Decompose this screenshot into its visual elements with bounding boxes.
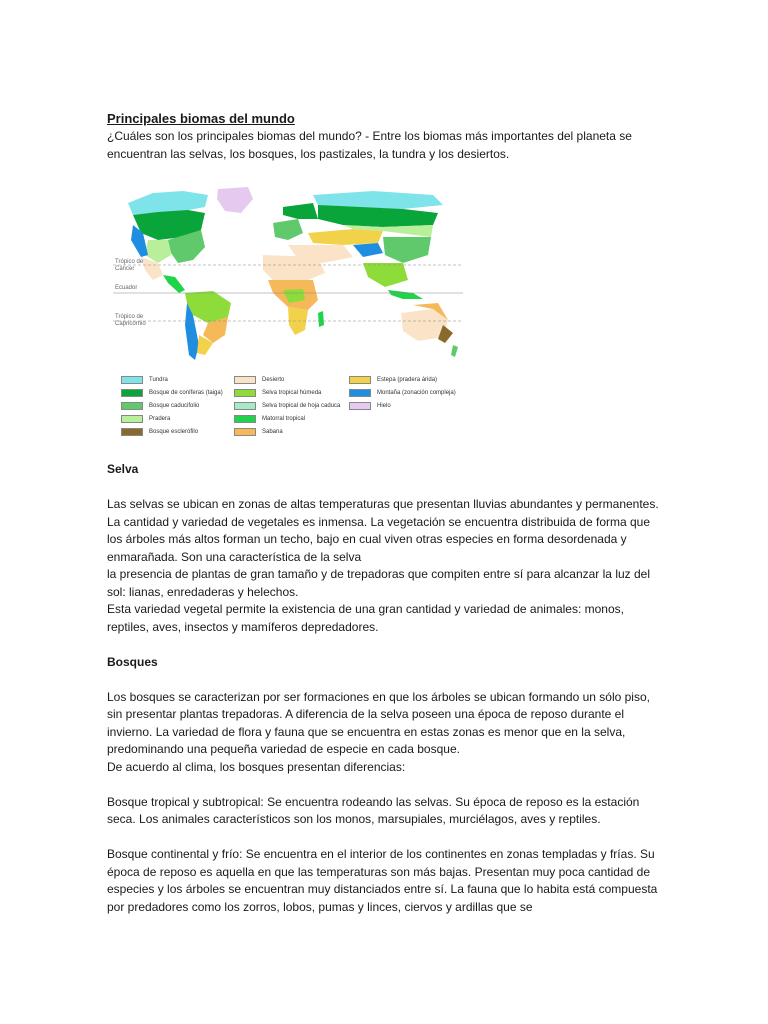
legend-label: Matorral tropical — [262, 416, 306, 422]
indonesia-islands — [388, 290, 423, 299]
asia-tropical — [363, 263, 408, 287]
legend-item — [121, 388, 223, 398]
asia-mountain — [353, 243, 383, 257]
central-america — [163, 275, 185, 293]
legend-label: Desierto — [262, 377, 285, 383]
legend-swatch — [121, 428, 143, 436]
legend-swatch — [349, 376, 371, 384]
greenland-ice — [217, 187, 253, 213]
bosques-paragraph-3: Bosque tropical y subtropical: Se encuentra rodeando las selvas. Su época de reposo es la estación seca. Los animales característicos son los monos, marsupiales, murciélagos, aves y reptiles. — [107, 794, 640, 826]
lat-label-equator: Ecuador — [115, 285, 138, 291]
bosques-paragraph-2: De acuerdo al clima, los bosques presentan diferencias: — [107, 759, 406, 774]
legend-label: Hielo — [377, 403, 391, 409]
asia-steppe — [308, 229, 383, 245]
asia-deciduous — [383, 237, 431, 263]
bosques-paragraph-4: Bosque continental y frío: Se encuentra en el interior de los continentes en zonas templadas y frías. Su época de reposo es aquella en que las temperaturas son más bajas. Presentan muy poca cantidad de especies y los árboles se encuentran muy distanciados entre sí. La fauna que lo habita está compuesta por predadores como los zorros, lobos, pumas y linces, ciervos y ardillas que se — [107, 847, 658, 914]
bosques-paragraph-1: Los bosques se caracterizan por ser formaciones en que los árboles se ubican formando un sólo piso, sin presentar plantas trepadoras. A diferencia de la selva poseen una época de reposo durante el invierno. La variedad de flora y fauna que se encuentra en estas zonas es menor que en la selva, predominando una pequeña variedad de especie en cada bosque. — [107, 689, 650, 756]
lat-label-capricorn: Trópico de Capricornio — [115, 314, 146, 327]
legend-item — [349, 388, 456, 398]
legend-label: Tundra — [149, 377, 168, 383]
world-biome-map — [113, 185, 463, 369]
legend-item — [121, 427, 198, 437]
legend-item — [234, 427, 283, 437]
legend-swatch — [234, 428, 256, 436]
selva-paragraph-2: la presencia de plantas de gran tamaño y de trepadoras que compiten entre sí para alcanzar la luz del sol: lianas, enredaderas y helechos. — [107, 567, 650, 599]
legend-item — [349, 375, 437, 385]
legend-label: Bosque de coníferas (taiga) — [149, 390, 223, 396]
legend-swatch — [121, 402, 143, 410]
legend-swatch — [349, 402, 371, 410]
legend-item — [121, 375, 168, 385]
legend-swatch — [234, 402, 256, 410]
legend-item — [234, 414, 305, 424]
selva-paragraph-1: Las selvas se ubican en zonas de altas temperaturas que presentan lluvias abundantes y permanentes. La cantidad y variedad de vegetales es inmensa. La vegetación se encuentra distribuida de forma que los árboles más altos forman un techo, bajo en cual viven otras especies en forma desordenada y enmarañada. Son una característica de la selva — [107, 497, 659, 564]
legend-label: Montaña (zonación compleja) — [377, 390, 456, 396]
legend-item — [349, 401, 391, 411]
north-america-prairie — [145, 240, 171, 263]
legend-label: Selva tropical de hoja caduca — [262, 403, 341, 409]
intro-paragraph: ¿Cuáles son los principales biomas del mundo? - Entre los biomas más importantes del planeta se encuentran las selvas, los bosques, los pastizales, la tundra y los desiertos. — [107, 129, 632, 161]
legend-item — [234, 375, 284, 385]
europe-taiga — [283, 203, 318, 219]
legend-label: Selva tropical húmeda — [262, 390, 322, 396]
asia-taiga — [318, 205, 438, 227]
legend-item — [234, 401, 340, 411]
legend-swatch — [121, 389, 143, 397]
page-title: Principales biomas del mundo — [107, 111, 295, 126]
legend-label: Bosque caducifolio — [149, 403, 200, 409]
lat-label-cancer: Trópico de Cáncer — [115, 259, 144, 272]
legend-label: Sabana — [262, 429, 283, 435]
legend-item — [121, 401, 199, 411]
legend-item — [234, 388, 321, 398]
document-page — [107, 110, 667, 916]
selva-paragraph-3: Esta variedad vegetal permite la existencia de una gran cantidad y variedad de animales: monos, reptiles, aves, insectos y mamíferos depredadores. — [107, 602, 624, 634]
legend-label: Bosque esclerófilo — [149, 429, 199, 435]
madagascar — [318, 311, 324, 327]
legend-label: Estepa (pradera árida) — [377, 377, 438, 383]
europe-deciduous — [273, 219, 303, 240]
biome-map-figure — [113, 185, 491, 447]
legend-label: Pradera — [149, 416, 171, 422]
legend-item — [121, 414, 170, 424]
legend-swatch — [234, 376, 256, 384]
legend-swatch — [234, 389, 256, 397]
legend-swatch — [234, 415, 256, 423]
legend-swatch — [121, 415, 143, 423]
legend-swatch — [349, 389, 371, 397]
africa-desert — [263, 255, 325, 280]
section-heading-selva: Selva — [107, 462, 139, 476]
legend-swatch — [121, 376, 143, 384]
section-heading-bosques: Bosques — [107, 654, 158, 669]
new-zealand — [451, 345, 458, 357]
